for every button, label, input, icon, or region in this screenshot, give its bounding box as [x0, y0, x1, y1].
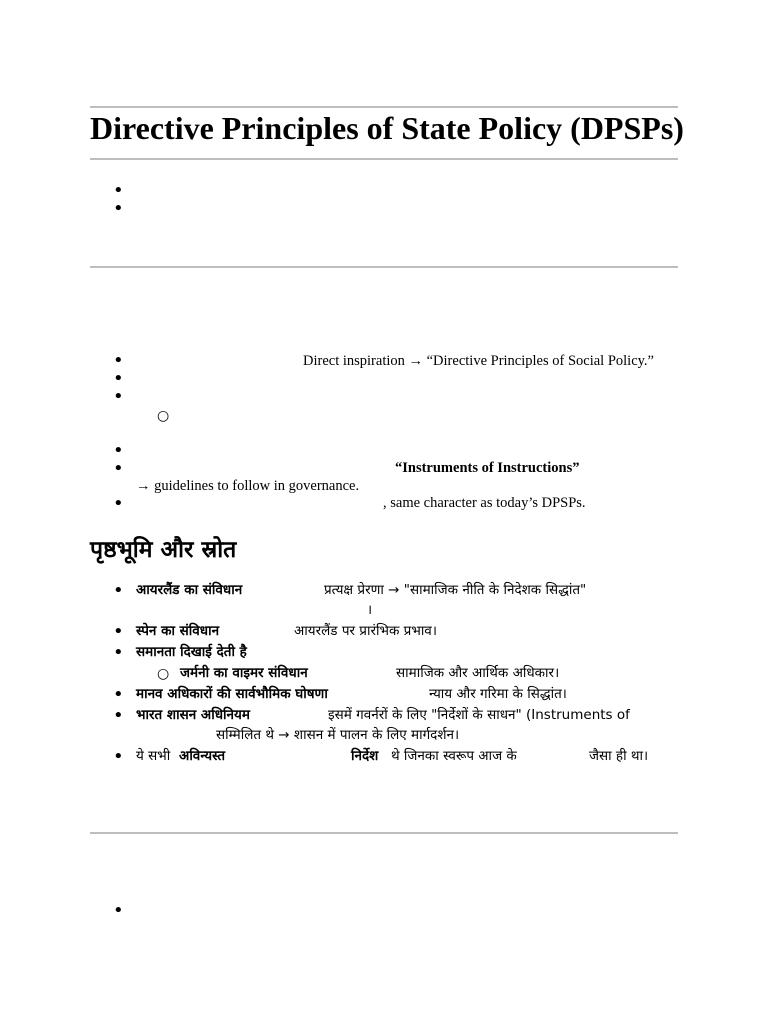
hindi-item-label: अविन्यस्त: [179, 748, 226, 764]
bullet: •: [113, 580, 124, 601]
hindi-item-text: न्याय और गरिमा के सिद्धांत।: [429, 686, 567, 702]
hindi-item-label: जर्मनी का वाइमर संविधान: [180, 665, 308, 681]
divider-top: [90, 106, 678, 108]
english-item-text: “Instruments of Instructions”: [395, 460, 580, 476]
bullet: •: [113, 705, 124, 726]
divider-section-2: [90, 832, 678, 834]
hindi-item-text: ।: [367, 602, 373, 618]
bullet: •: [113, 386, 124, 407]
bullet: •: [113, 180, 124, 201]
hindi-item-text: ये सभी: [136, 748, 171, 764]
english-item-text: , same character as today’s DPSPs.: [383, 495, 586, 511]
divider-section-1: [90, 266, 678, 268]
hindi-item-text: सामाजिक और आर्थिक अधिकार।: [396, 665, 560, 681]
hindi-item-label: निर्देश: [351, 748, 379, 764]
sub-bullet: ○: [157, 408, 170, 424]
hindi-item-label: भारत शासन अधिनियम: [136, 707, 250, 723]
bullet: •: [113, 900, 124, 921]
hindi-item-text: इसमें गवर्नरों के लिए "निर्देशों के साधन" (Instruments of: [328, 707, 630, 723]
divider-title-bottom: [90, 158, 678, 160]
english-item-text: → guidelines to follow in governance.: [136, 478, 360, 494]
hindi-item-label: मानव अधिकारों की सार्वभौमिक घोषणा: [136, 686, 328, 702]
bullet: •: [113, 198, 124, 219]
bullet: •: [113, 368, 124, 389]
sub-bullet: ○: [157, 666, 170, 682]
bullet: •: [113, 746, 124, 767]
bullet: •: [113, 621, 124, 642]
bullet: •: [113, 642, 124, 663]
bullet: •: [113, 350, 124, 371]
english-item-text: Direct inspiration → “Directive Principles of Social Policy.”: [303, 353, 654, 369]
bullet: •: [113, 684, 124, 705]
hindi-item-label: स्पेन का संविधान: [136, 623, 220, 639]
hindi-item-text: प्रत्यक्ष प्रेरणा → "सामाजिक नीति के निदेशक सिद्धांत": [324, 582, 587, 598]
hindi-item-text: थे जिनका स्वरूप आज के: [391, 748, 517, 764]
bullet: •: [113, 458, 124, 479]
hindi-item-label: समानता दिखाई देती है: [136, 644, 247, 660]
page-title: Directive Principles of State Policy (DPSPs): [90, 110, 684, 146]
bullet: •: [113, 440, 124, 461]
hindi-item-text: सम्मिलित थे → शासन में पालन के लिए मार्गदर्शन।: [216, 727, 460, 743]
bullet: •: [113, 493, 124, 514]
hindi-item-label: आयरलैंड का संविधान: [136, 582, 243, 598]
section-heading: पृष्ठभूमि और स्रोत: [90, 537, 237, 563]
hindi-item-text: आयरलैंड पर प्रारंभिक प्रभाव।: [294, 623, 437, 639]
hindi-item-text: जैसा ही था।: [589, 748, 649, 764]
